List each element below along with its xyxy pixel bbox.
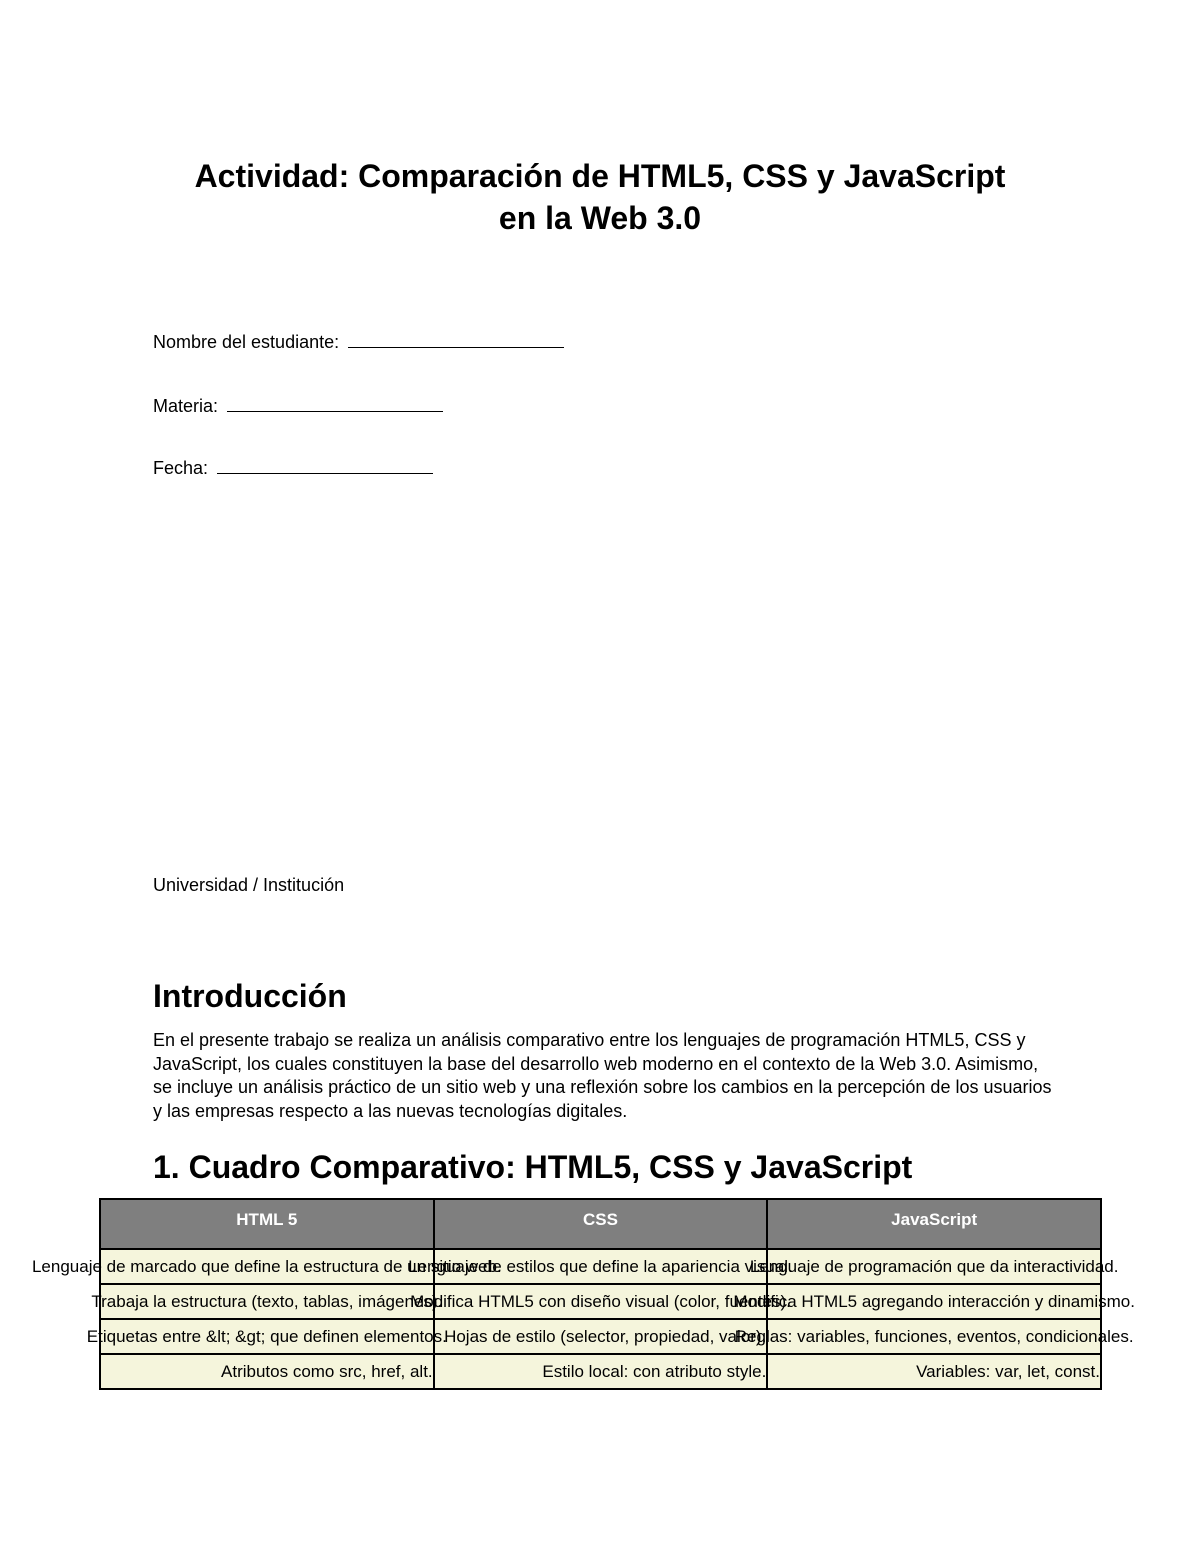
table-cell bbox=[734, 1319, 1134, 1354]
cell-text: Variables: var, let, const. bbox=[916, 1361, 1100, 1381]
table-cell bbox=[408, 1249, 793, 1284]
document-title bbox=[150, 155, 1050, 239]
table-cell bbox=[434, 1319, 768, 1354]
section-1-heading: 1. Cuadro Comparativo: HTML5, CSS y JavaScript bbox=[153, 1149, 913, 1185]
header-html5: HTML 5 bbox=[100, 1199, 434, 1249]
table-row bbox=[100, 1249, 1101, 1284]
title-line-1: Actividad: Comparación de HTML5, CSS y JavaScript bbox=[194, 158, 1006, 194]
table-cell bbox=[767, 1354, 1101, 1389]
header-css: CSS bbox=[434, 1199, 768, 1249]
table-header-row bbox=[100, 1199, 1101, 1249]
table-cell bbox=[749, 1249, 1119, 1284]
student-name-field bbox=[153, 331, 564, 353]
intro-heading: Introducción bbox=[153, 978, 347, 1014]
date-field bbox=[153, 457, 433, 479]
cell-text: Hojas de estilo (selector, propiedad, valor). bbox=[444, 1326, 767, 1346]
cell-text: Lenguaje de marcado que define la estructura de un sitio web. bbox=[31, 1256, 502, 1276]
table-row bbox=[100, 1354, 1101, 1389]
table-cell bbox=[91, 1284, 443, 1319]
table-cell bbox=[31, 1249, 502, 1284]
student-name-label: Nombre del estudiante: bbox=[153, 332, 340, 352]
cell-text: Modifica HTML5 con diseño visual (color, fuentes). bbox=[410, 1291, 791, 1311]
table-row bbox=[100, 1319, 1101, 1354]
header-javascript: JavaScript bbox=[767, 1199, 1101, 1249]
date-blank-line bbox=[217, 459, 433, 474]
cell-text: Etiquetas entre &lt; &gt; que definen elementos. bbox=[86, 1326, 447, 1346]
table-cell bbox=[410, 1284, 791, 1319]
table-cell bbox=[733, 1284, 1135, 1319]
cell-text: Lenguaje de programación que da interactividad. bbox=[749, 1256, 1119, 1276]
subject-field bbox=[153, 395, 443, 417]
subject-label: Materia: bbox=[153, 396, 219, 416]
student-name-blank-line bbox=[348, 333, 564, 348]
title-line-2: en la Web 3.0 bbox=[498, 200, 702, 236]
table-cell bbox=[86, 1319, 447, 1354]
cell-text: Estilo local: con atributo style. bbox=[542, 1361, 767, 1381]
table-row bbox=[100, 1284, 1101, 1319]
intro-paragraph: En el presente trabajo se realiza un análisis comparativo entre los lenguajes de programación HTML5, CSS y JavaScript, los cuales constituyen la base del desarrollo web moderno en el contexto de la Web 3.0. Asimismo, se incluye un análisis práctico de un sitio web y una reflexión sobre los cambios en la percepción de los usuarios y las empresas respecto a las nuevas tecnologías digitales. bbox=[153, 1030, 1052, 1121]
table-cell bbox=[434, 1354, 768, 1389]
cell-text: Atributos como src, href, alt. bbox=[221, 1361, 433, 1381]
cell-text: Lenguaje de estilos que define la apariencia visual. bbox=[408, 1256, 793, 1276]
cell-text: Reglas: variables, funciones, eventos, condicionales. bbox=[734, 1326, 1134, 1346]
institution-text: Universidad / Institución bbox=[153, 875, 345, 895]
table-cell bbox=[100, 1354, 434, 1389]
date-label: Fecha: bbox=[153, 458, 209, 478]
cell-text: Trabaja la estructura (texto, tablas, imágenes). bbox=[91, 1291, 443, 1311]
comparison-table bbox=[31, 1198, 1135, 1390]
cell-text: Modifica HTML5 agregando interacción y dinamismo. bbox=[733, 1291, 1135, 1311]
subject-blank-line bbox=[227, 397, 443, 412]
